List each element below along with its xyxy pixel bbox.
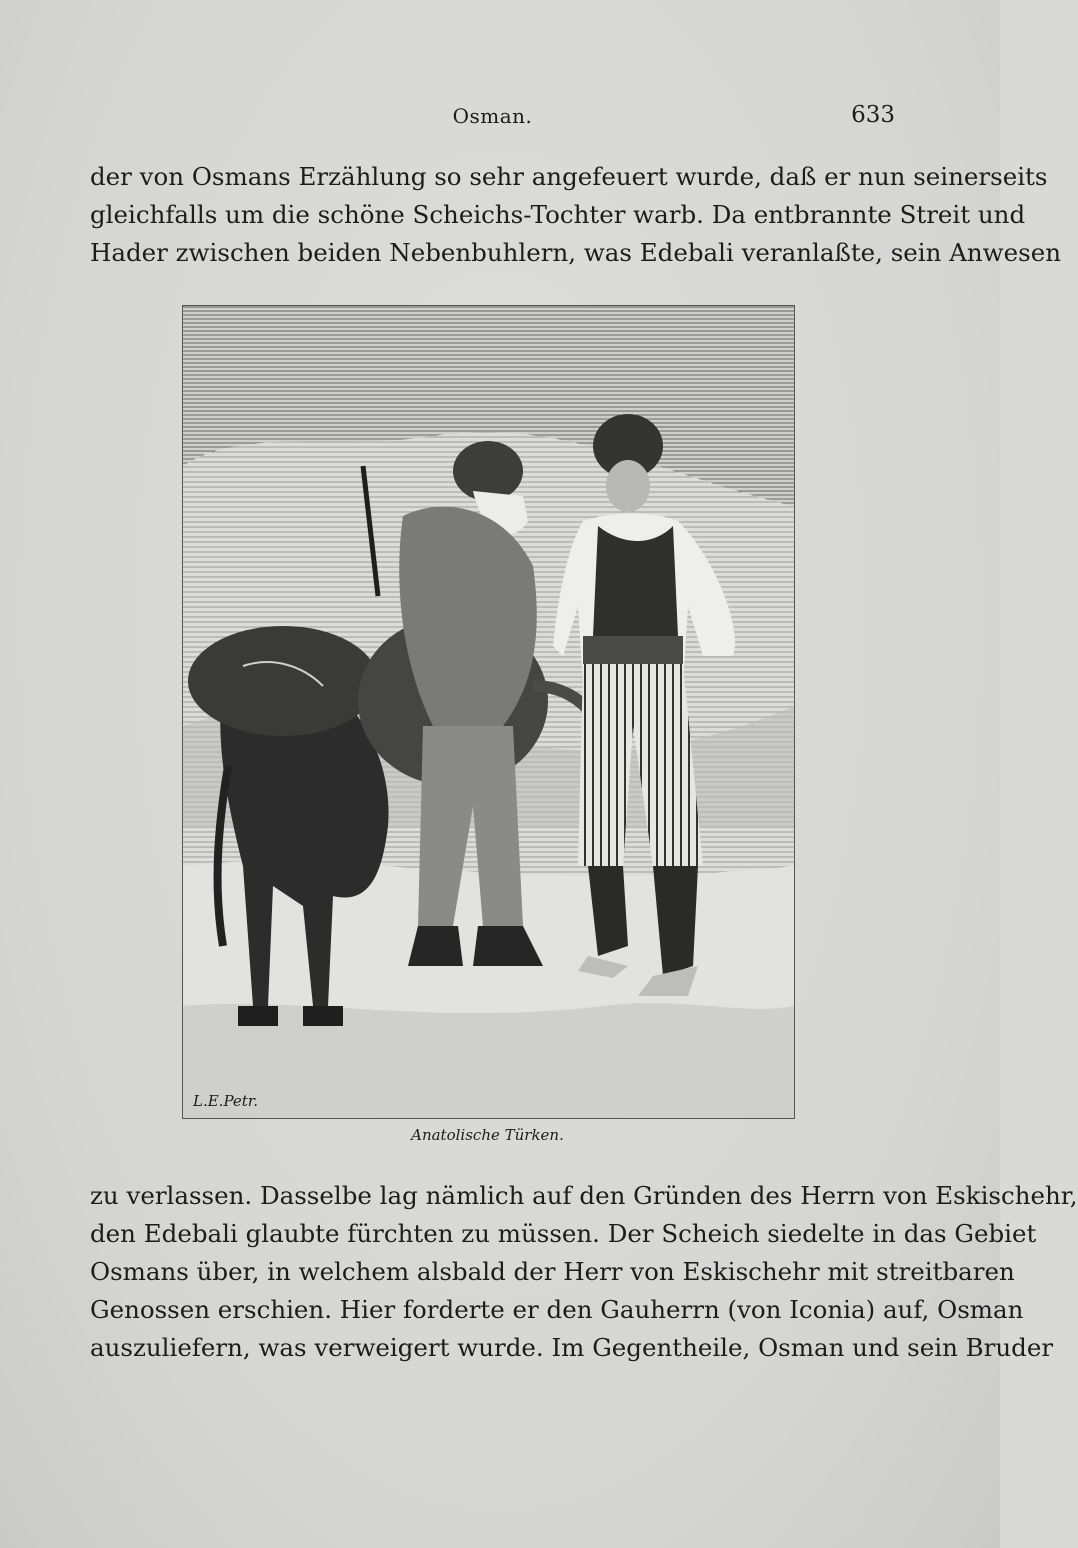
page-header [90, 104, 895, 138]
text-line: gleichfalls um die schöne Scheichs-Tochter warb. Da entbrannte Streit und [90, 200, 1026, 229]
text-line: zu verlassen. Dasselbe lag nämlich auf den Gründen des Herrn von Eskischehr, [90, 1181, 1078, 1210]
text-line: der von Osmans Erzählung so sehr angefeuert wurde, daß er nun seinerseits [90, 162, 1048, 191]
text-line: Genossen erschien. Hier forderte er den Gauherrn (von Iconia) auf, Osman [90, 1295, 1024, 1324]
page-number: 633 [851, 102, 895, 128]
text-block-bottom [90, 1177, 1078, 1367]
text-line: Osmans über, in welchem alsbald der Herr von Eskischehr mit streitbaren [90, 1257, 1015, 1286]
illustration-caption: Anatolische Türken. [411, 1126, 564, 1144]
text-line: den Edebali glaubte fürchten zu müssen. Der Scheich siedelte in das Gebiet [90, 1219, 1037, 1248]
engraving-artwork [183, 306, 794, 1118]
text-block-top [90, 158, 1062, 272]
text-line: auszuliefern, was verweigert wurde. Im Gegentheile, Osman und sein Bruder [90, 1333, 1054, 1362]
engraving-illustration [182, 305, 795, 1119]
text-line: Hader zwischen beiden Nebenbuhlern, was Edebali veranlaßte, sein Anwesen [90, 238, 1062, 267]
running-title: Osman. [452, 104, 533, 128]
artist-signature: L.E.Petr. [193, 1092, 259, 1110]
